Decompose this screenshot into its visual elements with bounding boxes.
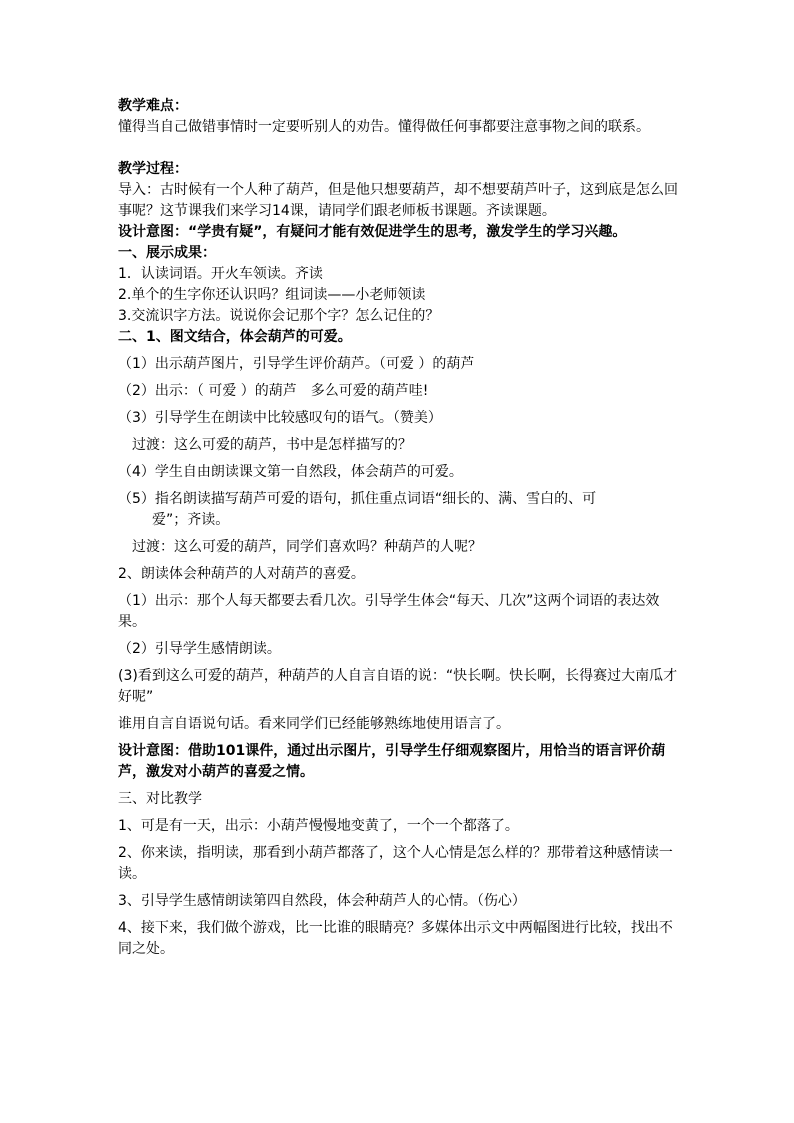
section2-step-2: （2）出示：（ 可爱 ）的葫芦 多么可爱的葫芦哇! (118, 383, 429, 399)
section2-transition-2: 过渡：这么可爱的葫芦，同学们喜欢吗？种葫芦的人呢？ (132, 539, 482, 555)
section2-step-5: （5）指名朗读描写葫芦可爱的语句，抓住重点词语“细长的、满、雪白的、可 (118, 491, 597, 507)
difficulty-heading: 教学难点： (118, 98, 188, 114)
section3-item-2: 2、你来读，指明读，那看到小葫芦都落了，这个人心情是怎么样的？那带着这种感情读一读。 (118, 845, 673, 882)
section2-step-4: （4）学生自由朗读课文第一自然段，体会葫芦的可爱。 (118, 464, 463, 480)
section2-sub2-step-4: 谁用自言自语说句话。看来同学们已经能够熟练地使用语言了。 (118, 716, 510, 732)
section2-sub2-heading: 2、朗读体会种葫芦的人对葫芦的喜爱。 (118, 566, 365, 582)
section2-step-3: （3）引导学生在朗读中比较感叹句的语气。（赞美） (118, 410, 442, 426)
section2-step-1: （1）出示葫芦图片，引导学生评价葫芦。（可爱 ）的葫芦 (118, 356, 475, 372)
section2-transition-1: 过渡：这么可爱的葫芦，书中是怎样描写的？ (132, 437, 412, 453)
section2-sub2-step-3: (3)看到这么可爱的葫芦，种葫芦的人自言自语的说：“快长啊。快长啊，长得赛过大南瓜才好呢” (118, 668, 678, 705)
section1-item-3: 3.交流识字方法。说说你会记那个字？怎么记住的？ (118, 308, 440, 324)
section3-heading: 三、对比教学 (118, 791, 202, 807)
design-intent-1: 设计意图：“学贵有疑”，有疑问才能有效促进学生的思考，激发学生的学习兴趣。 (118, 224, 627, 240)
section2-sub2-step-2: （2）引导学生感情朗读。 (118, 641, 281, 657)
section1-item-1: 1．认读词语。开火车领读。齐读 (118, 266, 323, 282)
design-intent-2: 设计意图：借助101课件，通过出示图片，引导学生仔细观察图片，用恰当的语言评价葫芦，激发对小葫芦的喜爱之情。 (118, 743, 666, 780)
process-intro: 导入：古时候有一个人种了葫芦，但是他只想要葫芦，却不想要葫芦叶子，这到底是怎么回事呢？这节课我们来学习14课，请同学们跟老师板书课题。齐读课题。 (118, 182, 678, 219)
document-page (118, 96, 678, 960)
difficulty-text: 懂得当自己做错事情时一定要听别人的劝告。懂得做任何事都要注意事物之间的联系。 (118, 119, 650, 135)
section1-heading: 一、展示成果： (118, 245, 216, 261)
process-heading: 教学过程： (118, 161, 188, 177)
section3-item-3: 3、引导学生感情朗读第四自然段，体会种葫芦人的心情。（伤心） (118, 893, 526, 909)
section2-sub2-step-1: （1）出示：那个人每天都要去看几次。引导学生体会“每天、几次”这两个词语的表达效果。 (118, 593, 660, 630)
section2-step-5-cont: 爱”；齐读。 (152, 512, 230, 528)
section3-item-4: 4、接下来，我们做个游戏，比一比谁的眼睛亮？多媒体出示文中两幅图进行比较，找出不同之处。 (118, 920, 673, 957)
section2-heading: 二、1、图文结合，体会葫芦的可爱。 (118, 329, 352, 345)
section3-item-1: 1、可是有一天，出示：小葫芦慢慢地变黄了，一个一个都落了。 (118, 818, 519, 834)
section1-item-2: 2.单个的生字你还认识吗？组词读——小老师领读 (118, 287, 426, 303)
